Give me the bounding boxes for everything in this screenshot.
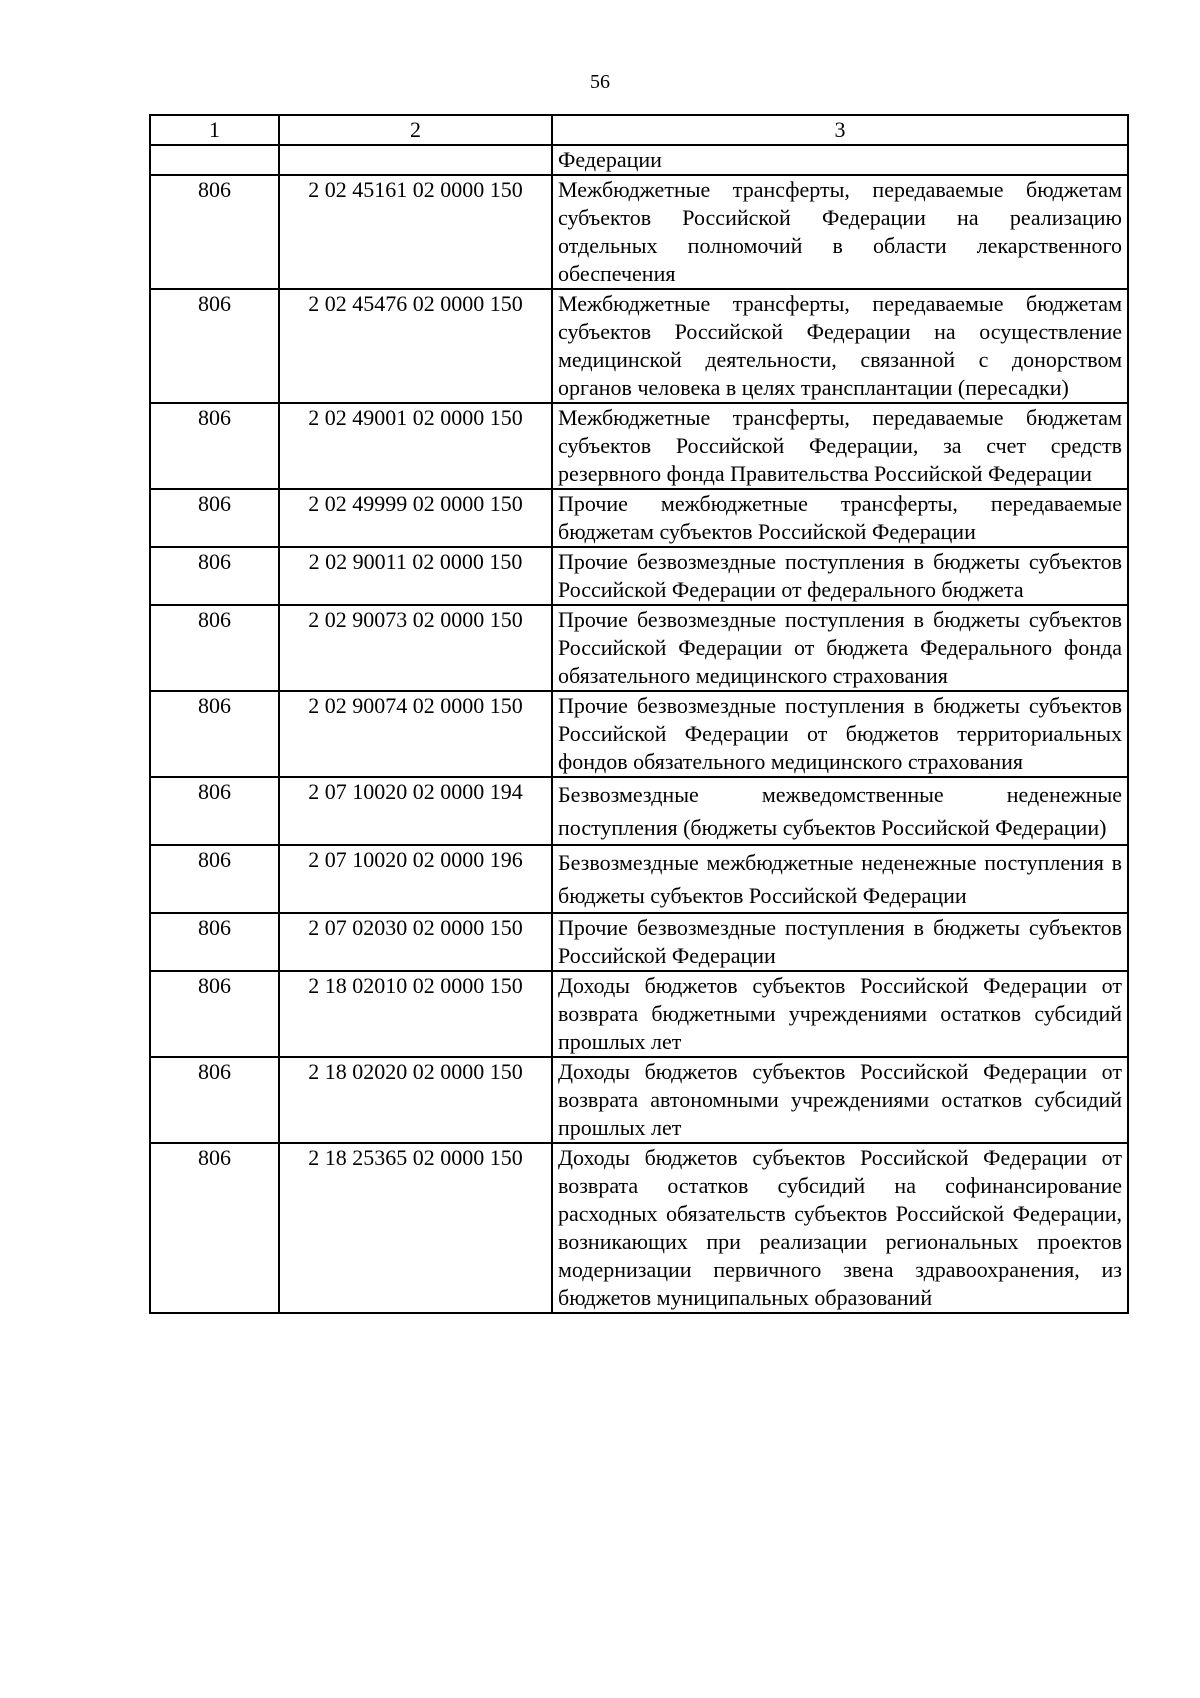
code-cell: 2 02 90073 02 0000 150	[279, 605, 552, 691]
table-header-row	[150, 115, 1128, 145]
admin-cell: 806	[150, 547, 279, 605]
table-row	[150, 691, 1128, 777]
admin-cell: 806	[150, 691, 279, 777]
description-cell: Межбюджетные трансферты, передаваемые бюджетам субъектов Российской Федерации на осуществление медицинской деятельности, связанной с донорством органов человека в целях трансплантации (пересадки)	[552, 289, 1128, 403]
table-row	[150, 1057, 1128, 1143]
admin-cell: 806	[150, 289, 279, 403]
description-cell: Доходы бюджетов субъектов Российской Федерации от возврата бюджетными учреждениями остатков субсидий прошлых лет	[552, 971, 1128, 1057]
description-cell: Безвозмездные межведомственные неденежные поступления (бюджеты субъектов Российской Федерации)	[552, 777, 1128, 845]
code-cell: 2 02 45476 02 0000 150	[279, 289, 552, 403]
table-row	[150, 403, 1128, 489]
admin-cell	[150, 145, 279, 175]
admin-cell: 806	[150, 489, 279, 547]
admin-cell: 806	[150, 777, 279, 845]
table-row	[150, 489, 1128, 547]
admin-cell: 806	[150, 605, 279, 691]
table-row-continuation	[150, 145, 1128, 175]
page-number: 56	[590, 71, 610, 93]
table-row	[150, 1143, 1128, 1313]
table-row	[150, 175, 1128, 289]
description-cell: Межбюджетные трансферты, передаваемые бюджетам субъектов Российской Федерации, за счет средств резервного фонда Правительства Российской Федерации	[552, 403, 1128, 489]
table-row	[150, 777, 1128, 845]
table-row	[150, 605, 1128, 691]
description-cell: Прочие безвозмездные поступления в бюджеты субъектов Российской Федерации от бюджета Федерального фонда обязательного медицинского страхования	[552, 605, 1128, 691]
description-cell: Доходы бюджетов субъектов Российской Федерации от возврата остатков субсидий на софинансирование расходных обязательств субъектов Российской Федерации, возникающих при реализации региональных проектов модернизации первичного звена здравоохранения, из бюджетов муниципальных образований	[552, 1143, 1128, 1313]
description-cell: Межбюджетные трансферты, передаваемые бюджетам субъектов Российской Федерации на реализацию отдельных полномочий в области лекарственного обеспечения	[552, 175, 1128, 289]
admin-cell: 806	[150, 403, 279, 489]
table-row	[150, 547, 1128, 605]
column-header-2: 2	[279, 115, 552, 145]
admin-cell: 806	[150, 1057, 279, 1143]
table-row	[150, 845, 1128, 913]
code-cell: 2 02 45161 02 0000 150	[279, 175, 552, 289]
code-cell: 2 18 02020 02 0000 150	[279, 1057, 552, 1143]
code-cell: 2 18 02010 02 0000 150	[279, 971, 552, 1057]
code-cell: 2 02 49001 02 0000 150	[279, 403, 552, 489]
code-cell: 2 07 10020 02 0000 194	[279, 777, 552, 845]
admin-cell: 806	[150, 175, 279, 289]
admin-cell: 806	[150, 845, 279, 913]
code-cell: 2 18 25365 02 0000 150	[279, 1143, 552, 1313]
code-cell: 2 07 02030 02 0000 150	[279, 913, 552, 971]
code-cell: 2 02 90011 02 0000 150	[279, 547, 552, 605]
description-cell: Безвозмездные межбюджетные неденежные поступления в бюджеты субъектов Российской Федерации	[552, 845, 1128, 913]
description-cell: Прочие безвозмездные поступления в бюджеты субъектов Российской Федерации	[552, 913, 1128, 971]
admin-cell: 806	[150, 913, 279, 971]
description-cell: Федерации	[552, 145, 1128, 175]
description-cell: Прочие безвозмездные поступления в бюджеты субъектов Российской Федерации от бюджетов территориальных фондов обязательного медицинского страхования	[552, 691, 1128, 777]
budget-classification-table	[149, 114, 1129, 1314]
description-cell: Прочие безвозмездные поступления в бюджеты субъектов Российской Федерации от федерального бюджета	[552, 547, 1128, 605]
code-cell	[279, 145, 552, 175]
column-header-1: 1	[150, 115, 279, 145]
admin-cell: 806	[150, 971, 279, 1057]
table-row	[150, 913, 1128, 971]
column-header-3: 3	[552, 115, 1128, 145]
table-row	[150, 971, 1128, 1057]
description-cell: Прочие межбюджетные трансферты, передаваемые бюджетам субъектов Российской Федерации	[552, 489, 1128, 547]
code-cell: 2 02 49999 02 0000 150	[279, 489, 552, 547]
description-cell: Доходы бюджетов субъектов Российской Федерации от возврата автономными учреждениями остатков субсидий прошлых лет	[552, 1057, 1128, 1143]
code-cell: 2 02 90074 02 0000 150	[279, 691, 552, 777]
table-row	[150, 289, 1128, 403]
code-cell: 2 07 10020 02 0000 196	[279, 845, 552, 913]
admin-cell: 806	[150, 1143, 279, 1313]
